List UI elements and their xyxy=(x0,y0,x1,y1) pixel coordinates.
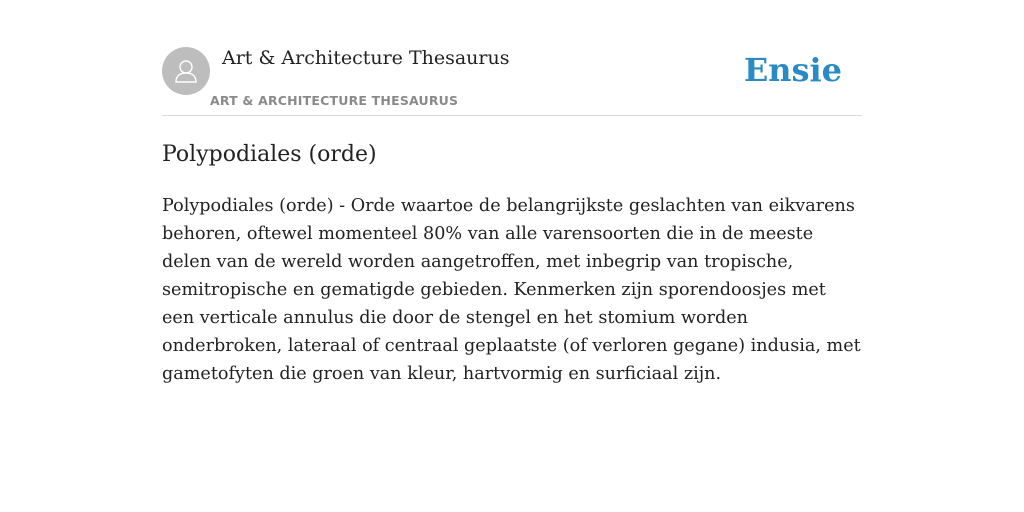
author-name-link[interactable]: Art & Architecture Thesaurus xyxy=(222,47,510,69)
user-icon xyxy=(171,56,201,86)
source-label: ART & ARCHITECTURE THESAURUS xyxy=(210,93,459,108)
page-title: Polypodiales (orde) xyxy=(162,142,377,167)
avatar[interactable] xyxy=(162,47,210,95)
brand-logo[interactable]: Ensie xyxy=(743,51,842,89)
definition-text: Polypodiales (orde) - Orde waartoe de belangrijkste geslachten van eikvarens behoren, oftewel momenteel 80% van alle varensoorten die in de meeste delen van de wereld worden aangetroffen, met inbegrip van tropische, semitropische en gematigde gebieden. Kenmerken zijn sporendoosjes met een verticale annulus die door de stengel en het stomium worden onderbroken, lateraal of centraal geplaatste (of verloren gegane) indusia, met gametofyten die groen van kleur, hartvormig en surficiaal zijn. xyxy=(162,196,861,384)
card-header xyxy=(162,0,862,116)
definition-card xyxy=(162,0,862,512)
